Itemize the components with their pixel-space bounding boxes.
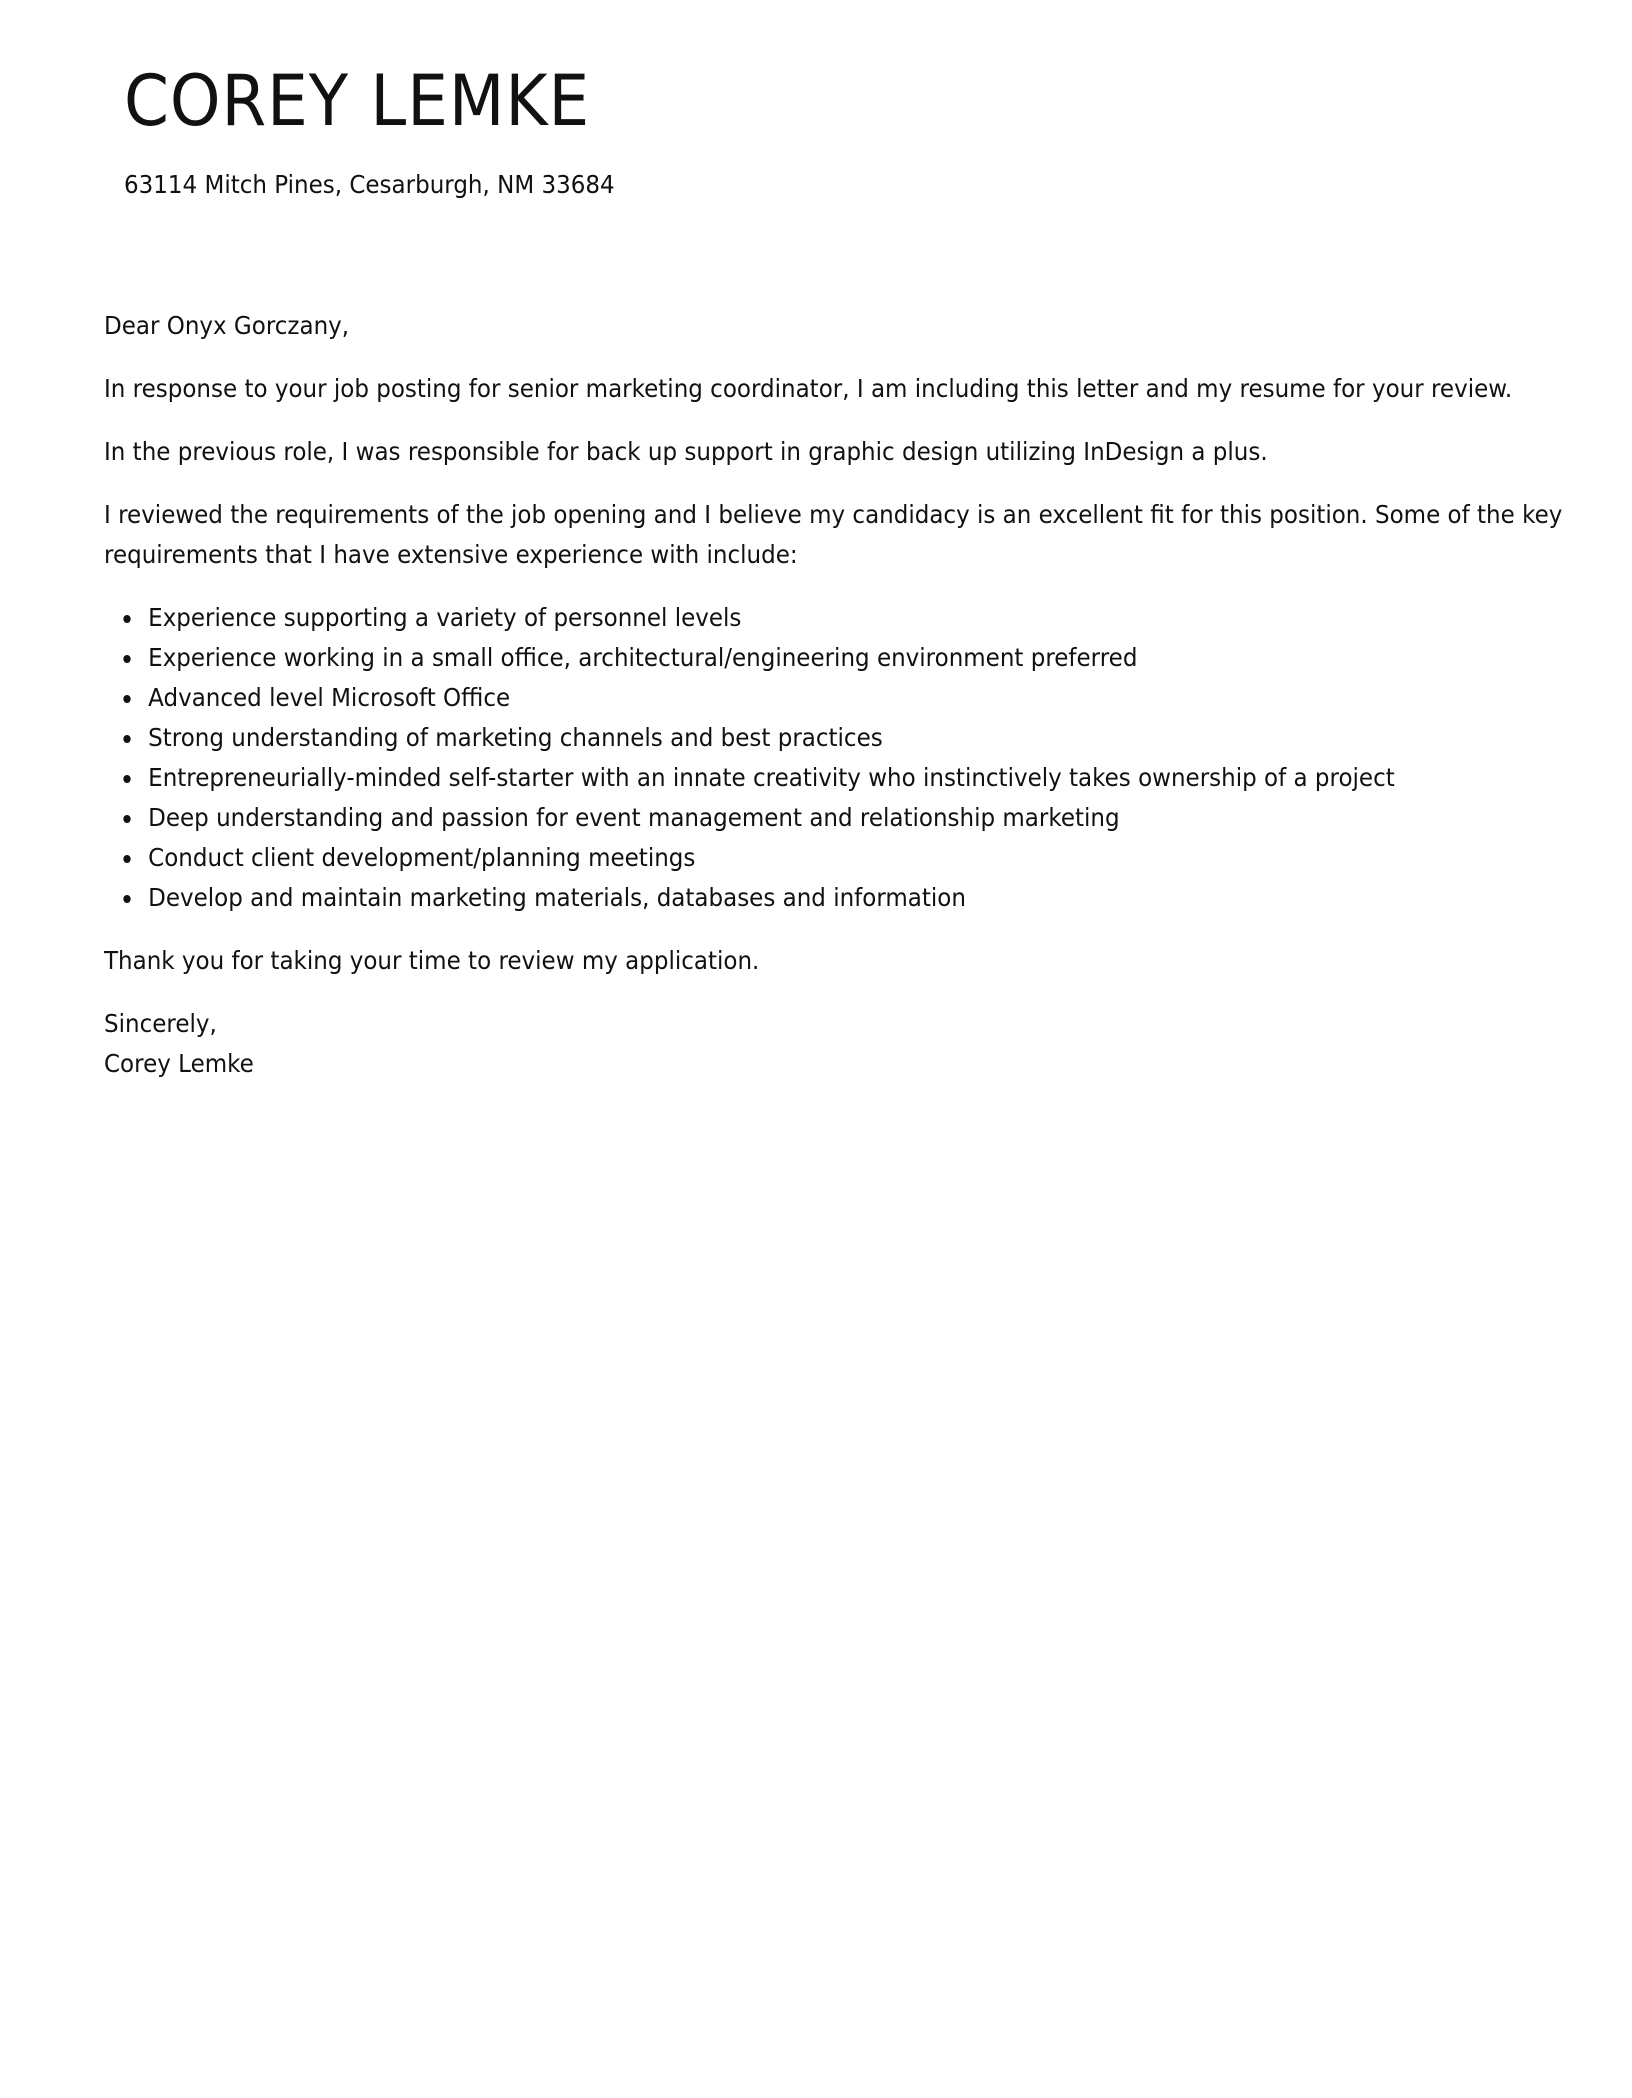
list-item-text: Entrepreneurially-minded self-starter with an innate creativity who instinctively takes ownership of a project bbox=[148, 763, 1395, 792]
signoff: Sincerely, bbox=[104, 1009, 217, 1038]
list-item-text: Strong understanding of marketing channels and best practices bbox=[148, 723, 883, 752]
signoff-block bbox=[104, 1004, 1564, 1084]
requirements-list bbox=[104, 598, 1564, 918]
bullet-icon bbox=[123, 775, 130, 783]
letter-header bbox=[124, 60, 657, 199]
letter-content bbox=[104, 306, 1564, 1084]
closing-line: Thank you for taking your time to review my application. bbox=[104, 946, 760, 975]
bullet-icon bbox=[123, 855, 130, 863]
bullet-icon bbox=[123, 695, 130, 703]
list-item-text: Deep understanding and passion for event management and relationship marketing bbox=[148, 803, 1120, 832]
list-item bbox=[148, 638, 1564, 678]
list-item bbox=[148, 718, 1564, 758]
letter-body bbox=[104, 306, 1564, 1084]
applicant-address: 63114 Mitch Pines, Cesarburgh, NM 33684 bbox=[124, 170, 615, 199]
list-item bbox=[148, 878, 1564, 918]
bullet-icon bbox=[123, 735, 130, 743]
paragraph-intro: In response to your job posting for senior marketing coordinator, I am including this letter and my resume for your review. bbox=[104, 374, 1513, 403]
list-item bbox=[148, 758, 1564, 798]
list-item bbox=[148, 678, 1564, 718]
signature-name: Corey Lemke bbox=[104, 1049, 254, 1078]
salutation: Dear Onyx Gorczany, bbox=[104, 311, 350, 340]
applicant-name: COREY LEMKE bbox=[124, 60, 591, 142]
list-item-text: Experience supporting a variety of personnel levels bbox=[148, 603, 742, 632]
list-item-text: Experience working in a small office, architectural/engineering environment preferred bbox=[148, 643, 1138, 672]
list-item bbox=[148, 798, 1564, 838]
bullet-icon bbox=[123, 655, 130, 663]
paragraph-previous-role: In the previous role, I was responsible for back up support in graphic design utilizing InDesign a plus. bbox=[104, 437, 1268, 466]
bullet-icon bbox=[123, 615, 130, 623]
list-item bbox=[148, 838, 1564, 878]
list-item-text: Conduct client development/planning meetings bbox=[148, 843, 696, 872]
list-item bbox=[148, 598, 1564, 638]
bullet-icon bbox=[123, 815, 130, 823]
bullet-icon bbox=[123, 895, 130, 903]
list-item-text: Develop and maintain marketing materials, databases and information bbox=[148, 883, 966, 912]
list-item-text: Advanced level Microsoft Office bbox=[148, 683, 511, 712]
paragraph-requirements: I reviewed the requirements of the job opening and I believe my candidacy is an excellent fit for this position. Some of the key requirements that I have extensive experience with include: bbox=[104, 500, 1563, 569]
